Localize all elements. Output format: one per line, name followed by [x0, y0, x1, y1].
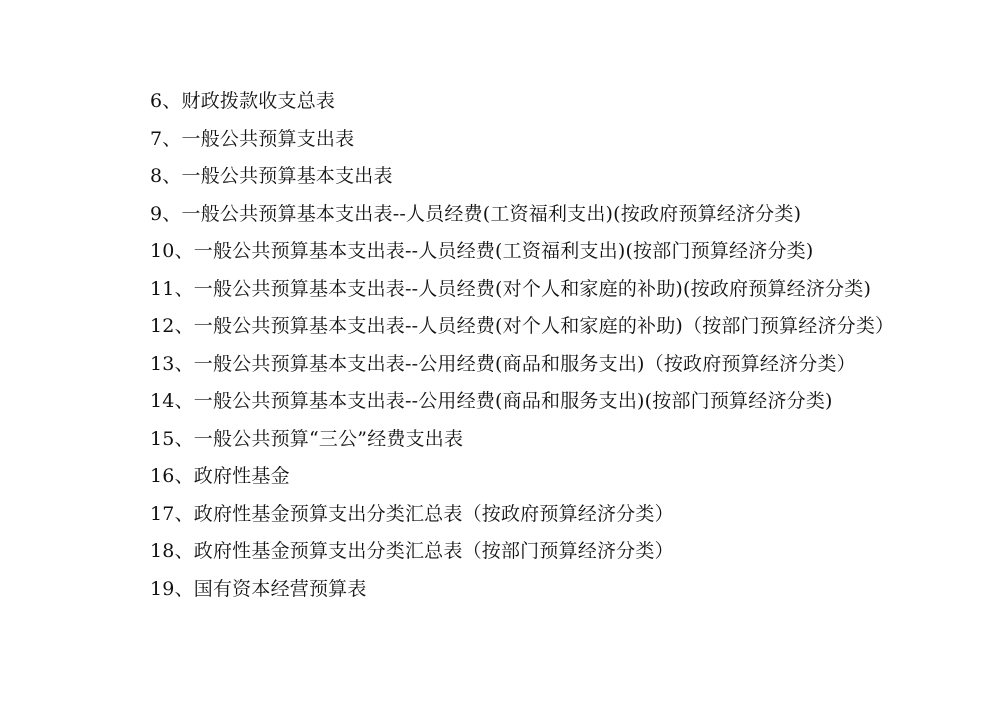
list-item-label: 政府性基金	[193, 465, 290, 487]
list-item-label: 一般公共预算基本支出表--人员经费(工资福利支出)(按政府预算经济分类)	[181, 202, 802, 225]
list-item	[150, 392, 890, 411]
list-item	[150, 542, 890, 561]
list-item-index: 18、	[150, 540, 194, 562]
list-item	[150, 577, 890, 600]
list-item-label: 一般公共预算“三公”经费支出表	[193, 427, 464, 450]
list-item	[150, 242, 890, 261]
list-item-label: 一般公共预算基本支出表--人员经费(工资福利支出)(按部门预算经济分类)	[193, 240, 814, 262]
list-item	[150, 427, 890, 450]
list-item-index: 10、	[150, 240, 194, 262]
list-item-index: 6、	[150, 90, 182, 112]
list-item	[150, 167, 890, 186]
list-item-label: 一般公共预算基本支出表--人员经费(对个人和家庭的补助)(按政府预算经济分类)	[193, 277, 872, 300]
table-of-contents-list	[150, 90, 895, 600]
list-item-label: 政府性基金预算支出分类汇总表（按政府预算经济分类）	[193, 502, 674, 525]
list-item	[150, 502, 890, 525]
list-item-label: 国有资本经营预算表	[193, 577, 367, 600]
list-item-label: 一般公共预算基本支出表	[181, 165, 393, 187]
list-item-label: 一般公共预算基本支出表--人员经费(对个人和家庭的补助)（按部门预算经济分类）	[193, 315, 895, 337]
list-item-label: 一般公共预算基本支出表--公用经费(商品和服务支出)（按政府预算经济分类）	[193, 352, 856, 375]
list-item-index: 7、	[150, 127, 182, 150]
list-item-label: 财政拨款收支总表	[181, 90, 336, 112]
list-item-index: 19、	[150, 577, 194, 600]
list-item-index: 17、	[150, 502, 194, 525]
list-item	[150, 92, 890, 111]
list-item	[150, 277, 890, 300]
list-item-index: 9、	[150, 202, 182, 225]
list-item-label: 一般公共预算支出表	[181, 127, 355, 150]
list-item-index: 11、	[150, 277, 194, 300]
list-item-label: 政府性基金预算支出分类汇总表（按部门预算经济分类）	[193, 540, 674, 562]
list-item-index: 16、	[150, 465, 194, 487]
list-item-index: 13、	[150, 352, 194, 375]
list-item	[150, 127, 890, 150]
list-item-index: 8、	[150, 165, 182, 187]
list-item-label: 一般公共预算基本支出表--公用经费(商品和服务支出)(按部门预算经济分类)	[193, 390, 833, 412]
list-item-index: 14、	[150, 390, 194, 412]
list-item	[150, 467, 890, 486]
list-item-index: 15、	[150, 427, 194, 450]
list-item	[150, 315, 895, 337]
list-item	[150, 202, 890, 225]
list-item	[150, 352, 890, 375]
list-item-index: 12、	[150, 315, 194, 337]
